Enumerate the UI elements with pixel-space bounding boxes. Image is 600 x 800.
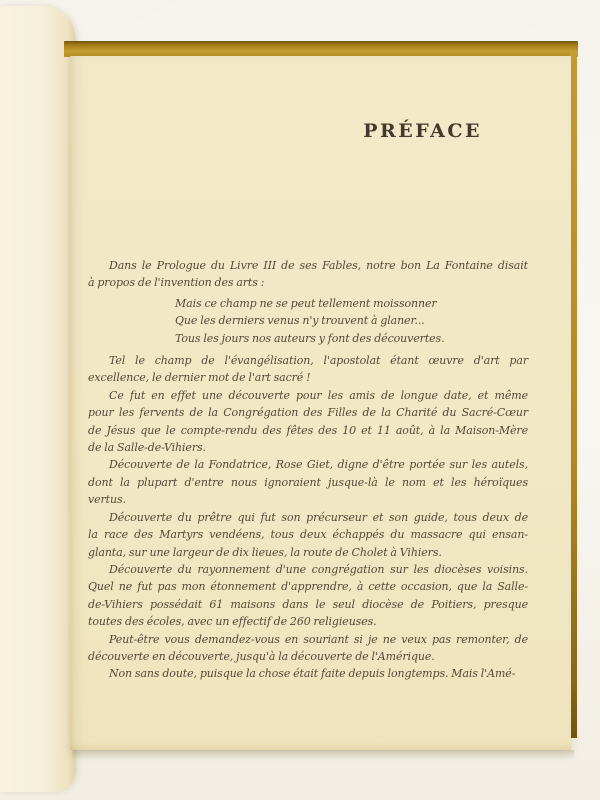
prose-paragraph bbox=[88, 257, 528, 292]
text-line: Découverte du rayonnement d'une congrégation sur les diocèses voisins. bbox=[109, 562, 528, 576]
text-line: de-Vihiers possédait 61 maisons dans le seul diocèse de Poitiers, presque bbox=[88, 597, 528, 611]
text-line: de Jésus que le compte-rendu des fêtes des 10 et 11 août, à la Maison-Mère bbox=[88, 423, 528, 437]
text-line: excellence, le dernier mot de l'art sacré ! bbox=[88, 371, 311, 385]
prose-paragraph bbox=[88, 631, 528, 666]
text-line: la race des Martyrs vendéens, tous deux échappés du massacre qui ensan- bbox=[88, 528, 528, 542]
prose-paragraph bbox=[88, 456, 528, 508]
book-cover-right-edge bbox=[570, 52, 577, 738]
text-line: Ce fut en effet une découverte pour les amis de longue date, et même bbox=[109, 388, 528, 402]
text-line: toutes des écoles, avec un effectif de 260 religieuses. bbox=[88, 615, 377, 629]
text-line: Découverte de la Fondatrice, Rose Giet, digne d'être portée sur les autels, bbox=[109, 458, 528, 472]
text-line: à propos de l'invention des arts : bbox=[88, 276, 265, 290]
page-text bbox=[88, 257, 528, 683]
prose-paragraph bbox=[88, 509, 528, 561]
text-line: Découverte du prêtre qui fut son précurseur et son guide, tous deux de bbox=[109, 510, 528, 524]
text-line: Mais ce champ ne se peut tellement moissonner bbox=[175, 296, 437, 310]
prose-paragraph bbox=[88, 352, 528, 387]
page-shadow bbox=[72, 750, 574, 760]
text-line: Peut-être vous demandez-vous en souriant si je ne veux pas remonter, de bbox=[109, 632, 528, 646]
text-line: Tous les jours nos auteurs y font des découvertes. bbox=[175, 331, 445, 345]
text-line: Que les derniers venus n'y trouvent à glaner... bbox=[175, 314, 425, 328]
text-line: de la Salle-de-Vihiers. bbox=[88, 441, 206, 455]
text-line: Tel le champ de l'évangélisation, l'apostolat étant œuvre d'art par bbox=[109, 354, 528, 368]
text-line: Quel ne fut pas mon étonnement d'apprendre, à cette occasion, que la Salle- bbox=[88, 580, 528, 594]
text-line: Dans le Prologue du Livre III de ses Fables, notre bon La Fontaine disait bbox=[109, 259, 528, 272]
text-line: dont la plupart d'entre nous ignoraient jusque-là le nom et les héroïques bbox=[88, 475, 528, 489]
text-line: Non sans doute, puisque la chose était faite depuis longtemps. Mais l'Amé- bbox=[109, 667, 516, 681]
previous-page-edge bbox=[0, 6, 76, 792]
page-title: PRÉFACE bbox=[363, 120, 482, 142]
prose-paragraph bbox=[88, 387, 528, 457]
book-page bbox=[70, 56, 571, 750]
prose-paragraph bbox=[88, 665, 528, 682]
prose-paragraph bbox=[88, 561, 528, 631]
text-line: vertus. bbox=[88, 493, 126, 507]
text-line: découverte en découverte, jusqu'à la découverte de l'Amérique. bbox=[88, 649, 435, 663]
text-line: glanta, sur une largeur de dix lieues, la route de Cholet à Vihiers. bbox=[88, 545, 442, 559]
book-cover-top-edge bbox=[64, 41, 578, 57]
text-line: pour les fervents de la Congrégation des Filles de la Charité du Sacré-Cœur bbox=[88, 406, 528, 420]
verse-paragraph bbox=[175, 295, 528, 347]
